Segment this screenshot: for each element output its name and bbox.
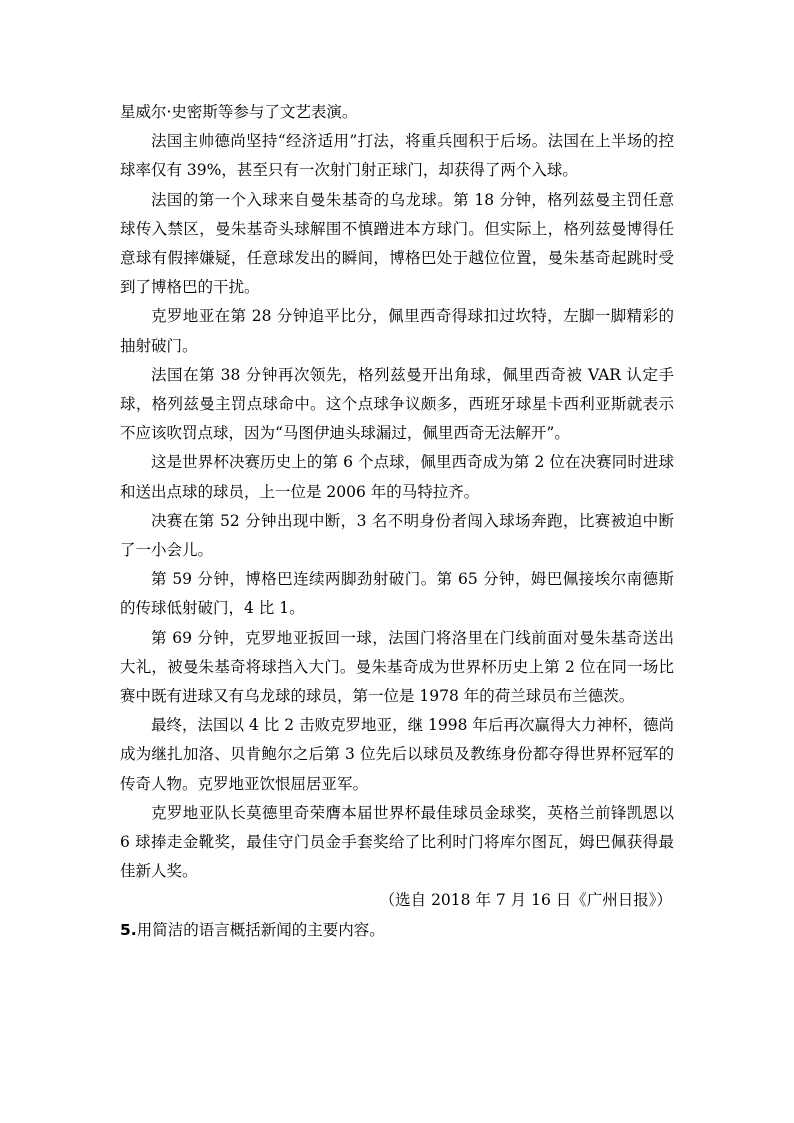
- question-text: 用简洁的语言概括新闻的主要内容。: [136, 920, 385, 939]
- article-paragraph: 这是世界杯决赛历史上的第 6 个点球，佩里西奇成为第 2 位在决赛同时进球和送出点球的球员，上一位是 2006 年的马特拉齐。: [120, 453, 674, 501]
- article-paragraph: 法国在第 38 分钟再次领先，格列兹曼开出角球，佩里西奇被 VAR 认定手球，格列兹曼主罚点球命中。这个点球争议颇多，西班牙球星卡西利亚斯就表示不应该吹罚点球，因为“马图伊迪头球漏过，佩里西奇无法解开”。: [120, 365, 674, 443]
- article-paragraph: 星威尔·史密斯等参与了文艺表演。: [120, 103, 358, 121]
- article-paragraph: 第 59 分钟，博格巴连续两脚劲射破门。第 65 分钟，姆巴佩接埃尔南德斯的传球低射破门，4 比 1。: [120, 570, 674, 618]
- article-source: （选自 2018 年 7 月 16 日《广州日报》）: [379, 891, 672, 910]
- article-paragraph: 克罗地亚队长莫德里奇荣膺本届世界杯最佳球员金球奖，英格兰前锋凯恩以 6 球捧走金靴奖，最佳守门员金手套奖给了比利时门将库尔图瓦，姆巴佩获得最佳新人奖。: [120, 803, 674, 881]
- article-paragraph: 第 69 分钟，克罗地亚扳回一球，法国门将洛里在门线前面对曼朱基奇送出大礼，被曼朱基奇将球挡入大门。曼朱基奇成为世界杯历史上第 2 位在同一场比赛中既有进球又有乌龙球的球员，第一位是 1978 年的荷兰球员布兰德茨。: [120, 628, 674, 706]
- question-item: [120, 916, 674, 945]
- article-paragraph: 法国主帅德尚坚持“经济适用”打法，将重兵囤积于后场。法国在上半场的控球率仅有 39%，甚至只有一次射门射正球门，却获得了两个入球。: [120, 132, 674, 180]
- article-paragraph: 法国的第一个入球来自曼朱基奇的乌龙球。第 18 分钟，格列兹曼主罚任意球传入禁区，曼朱基奇头球解围不慎蹭进本方球门。但实际上，格列兹曼博得任意球有假摔嫌疑，任意球发出的瞬间，博格巴处于越位位置，曼朱基奇起跳时受到了博格巴的干扰。: [120, 190, 674, 297]
- article-body: [120, 98, 674, 945]
- article-paragraph: 克罗地亚在第 28 分钟追平比分，佩里西奇得球扣过坎特，左脚一脚精彩的抽射破门。: [120, 307, 674, 355]
- article-paragraph: 最终，法国以 4 比 2 击败克罗地亚，继 1998 年后再次赢得大力神杯，德尚成为继扎加洛、贝肯鲍尔之后第 3 位先后以球员及教练身份都夺得世界杯冠军的传奇人物。克罗地亚饮恨屈居亚军。: [120, 716, 674, 793]
- question-number: 5.: [120, 920, 137, 939]
- article-paragraph: 决赛在第 52 分钟出现中断，3 名不明身份者闯入球场奔跑，比赛被迫中断了一小会儿。: [120, 511, 674, 560]
